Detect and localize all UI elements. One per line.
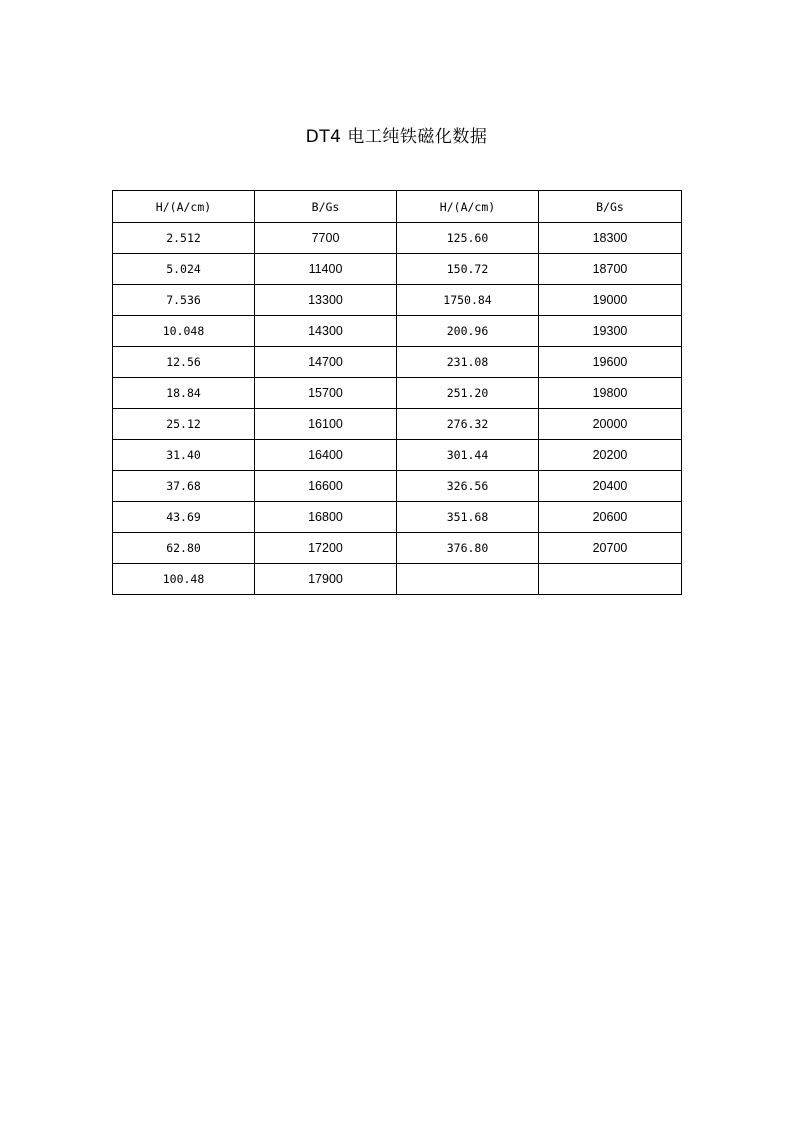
h-value-cell: 1750.84	[397, 285, 539, 316]
b-value-cell: 11400	[255, 254, 397, 285]
b-value-cell: 19600	[539, 347, 682, 378]
h-value-cell: 150.72	[397, 254, 539, 285]
b-value-cell: 20700	[539, 533, 682, 564]
b-value-cell: 16100	[255, 409, 397, 440]
h-value-cell: 5.024	[113, 254, 255, 285]
header-b-right: B/Gs	[539, 191, 682, 223]
table-row	[113, 471, 682, 502]
b-value-cell: 19300	[539, 316, 682, 347]
b-value-cell: 17200	[255, 533, 397, 564]
h-value-cell: 231.08	[397, 347, 539, 378]
h-value-cell: 200.96	[397, 316, 539, 347]
b-value-cell: 18700	[539, 254, 682, 285]
h-value-cell: 43.69	[113, 502, 255, 533]
h-value-cell: 37.68	[113, 471, 255, 502]
b-value-cell: 20400	[539, 471, 682, 502]
h-value-cell: 125.60	[397, 223, 539, 254]
b-value-cell: 13300	[255, 285, 397, 316]
table-row	[113, 533, 682, 564]
h-value-cell: 276.32	[397, 409, 539, 440]
b-value-cell: 18300	[539, 223, 682, 254]
h-value-cell: 12.56	[113, 347, 255, 378]
h-value-cell: 351.68	[397, 502, 539, 533]
b-value-cell: 19000	[539, 285, 682, 316]
b-value-cell: 20000	[539, 409, 682, 440]
h-value-cell: 376.80	[397, 533, 539, 564]
b-value-cell: 19800	[539, 378, 682, 409]
h-value-cell: 18.84	[113, 378, 255, 409]
b-value-cell: 20600	[539, 502, 682, 533]
h-value-cell: 100.48	[113, 564, 255, 595]
b-value-cell: 14700	[255, 347, 397, 378]
header-h-right: H/(A/cm)	[397, 191, 539, 223]
b-value-cell-empty	[539, 564, 682, 595]
h-value-cell: 62.80	[113, 533, 255, 564]
b-value-cell: 20200	[539, 440, 682, 471]
h-value-cell: 326.56	[397, 471, 539, 502]
b-value-cell: 15700	[255, 378, 397, 409]
h-value-cell: 31.40	[113, 440, 255, 471]
table-row	[113, 409, 682, 440]
table-row	[113, 223, 682, 254]
b-value-cell: 17900	[255, 564, 397, 595]
b-value-cell: 16800	[255, 502, 397, 533]
b-value-cell: 16600	[255, 471, 397, 502]
table-row	[113, 564, 682, 595]
table-row	[113, 316, 682, 347]
h-value-cell: 10.048	[113, 316, 255, 347]
h-value-cell-empty	[397, 564, 539, 595]
header-b-left: B/Gs	[255, 191, 397, 223]
table-row	[113, 254, 682, 285]
table-row	[113, 440, 682, 471]
table-row	[113, 378, 682, 409]
h-value-cell: 301.44	[397, 440, 539, 471]
header-h-left: H/(A/cm)	[113, 191, 255, 223]
h-value-cell: 25.12	[113, 409, 255, 440]
table-row	[113, 285, 682, 316]
table-header-row	[113, 191, 682, 223]
b-value-cell: 16400	[255, 440, 397, 471]
magnetization-data-table	[112, 190, 682, 595]
table-row	[113, 347, 682, 378]
b-value-cell: 7700	[255, 223, 397, 254]
h-value-cell: 7.536	[113, 285, 255, 316]
h-value-cell: 2.512	[113, 223, 255, 254]
b-value-cell: 14300	[255, 316, 397, 347]
table-row	[113, 502, 682, 533]
document-title: DT4 电工纯铁磁化数据	[305, 127, 488, 147]
h-value-cell: 251.20	[397, 378, 539, 409]
